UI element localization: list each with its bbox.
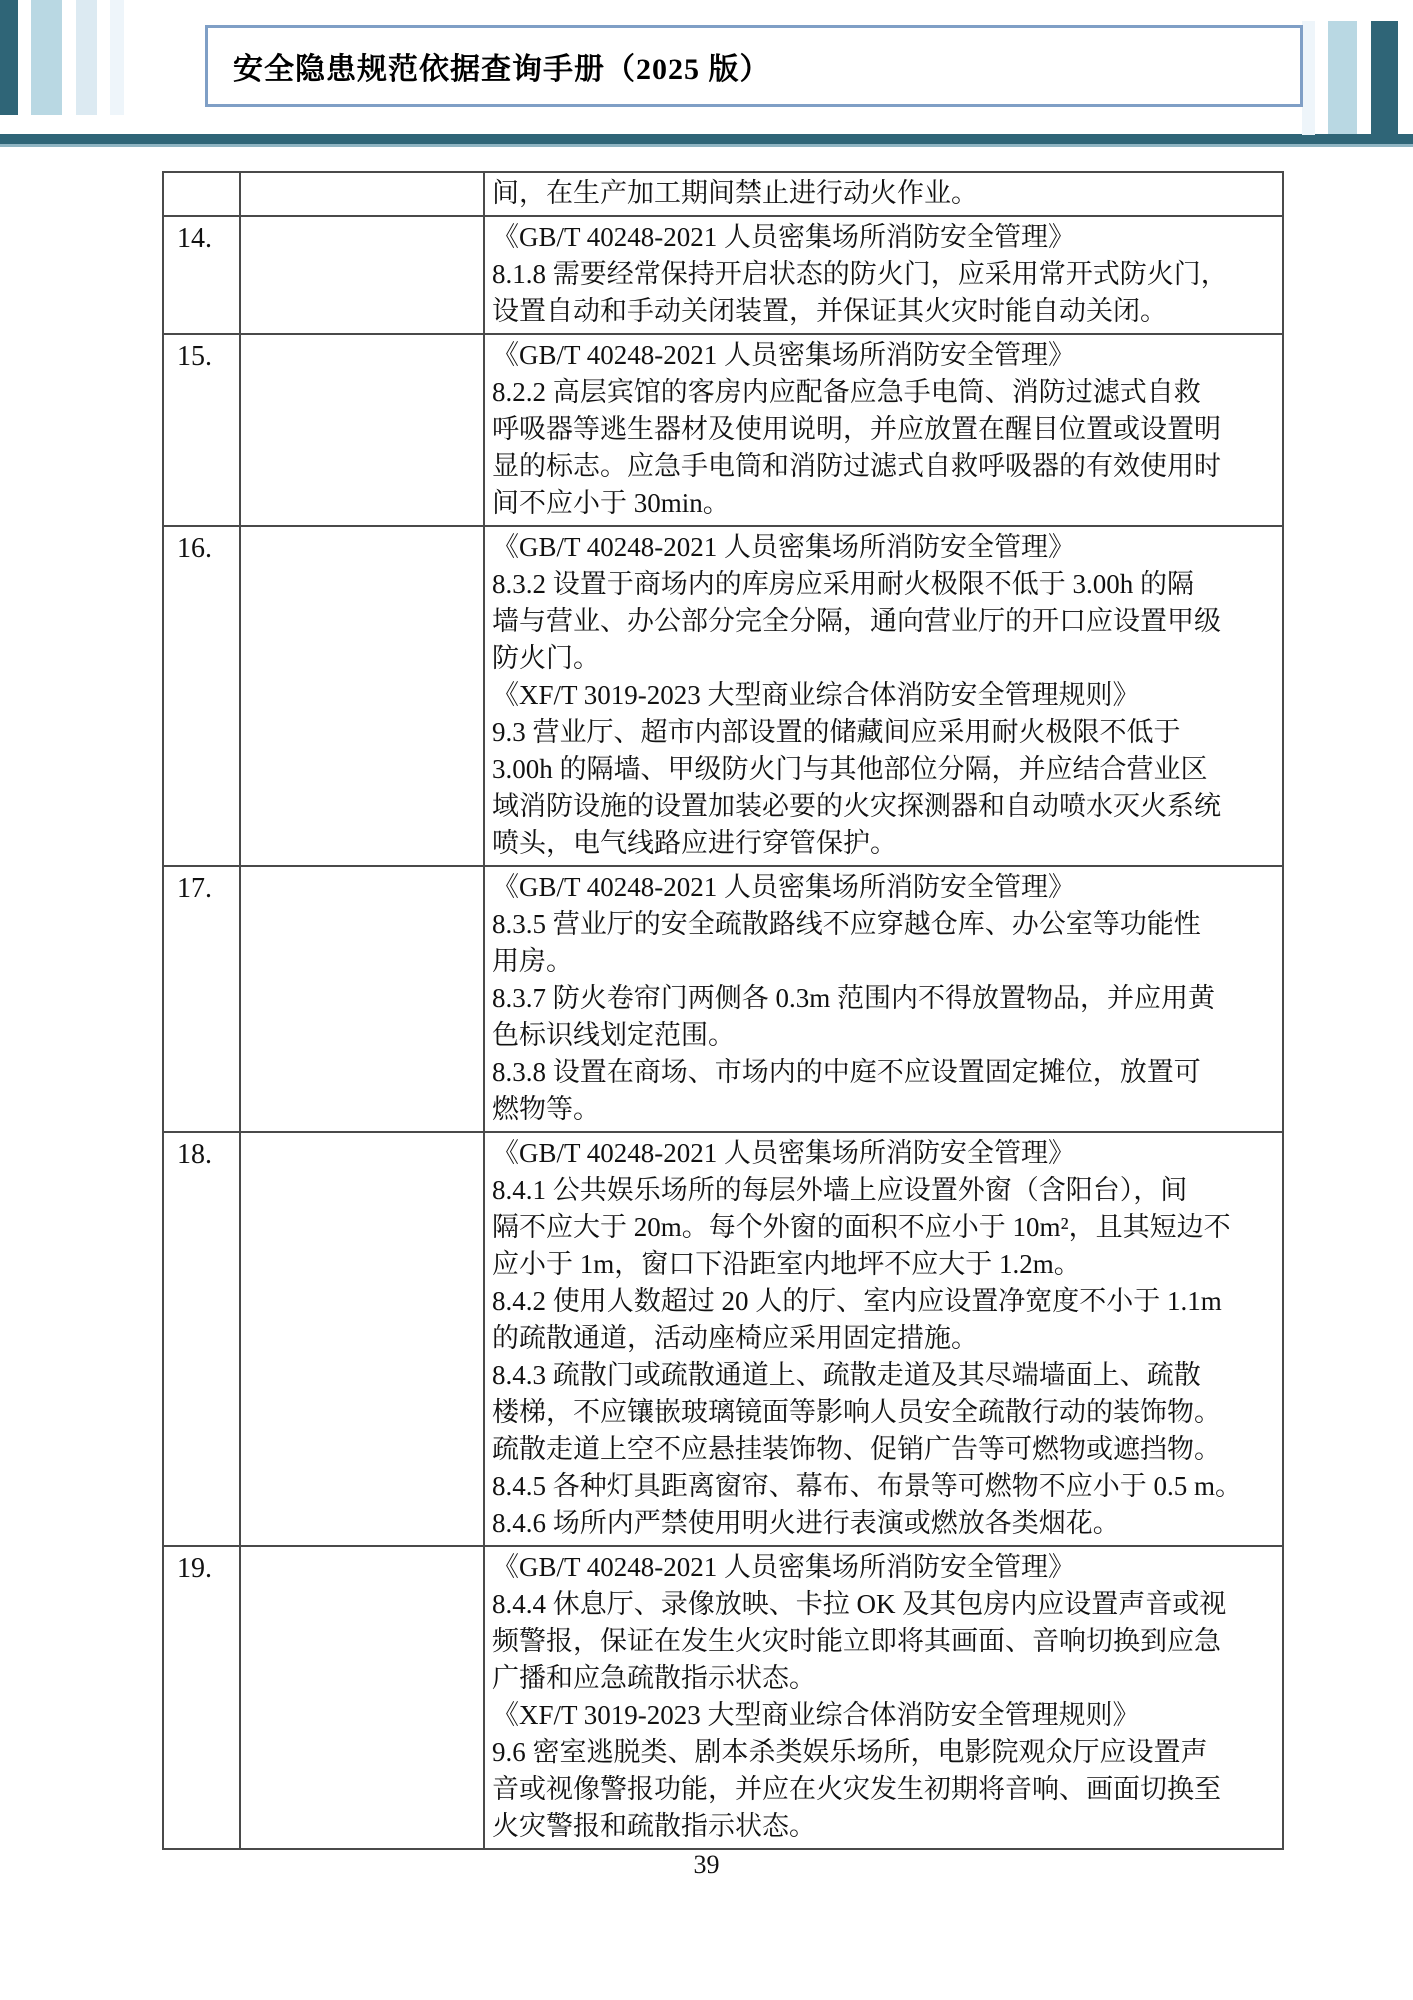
category-cell bbox=[241, 173, 485, 215]
row-number-cell: 14. bbox=[164, 217, 241, 333]
regulation-line: 9.6 密室逃脱类、剧本杀类娱乐场所，电影院观众厅应设置声 bbox=[492, 1737, 1208, 1767]
table-row bbox=[164, 1545, 1282, 1848]
regulation-line: 音或视像警报功能，并应在火灾发生初期将音响、画面切换至 bbox=[492, 1774, 1221, 1804]
regulation-line: 燃物等。 bbox=[492, 1094, 600, 1124]
regulation-text-cell bbox=[485, 867, 1282, 1131]
regulation-line: 间不应小于 30min。 bbox=[492, 488, 730, 518]
table-row bbox=[164, 1131, 1282, 1545]
regulation-line: 显的标志。应急手电筒和消防过滤式自救呼吸器的有效使用时 bbox=[492, 451, 1221, 481]
regulation-line: 8.4.2 使用人数超过 20 人的厅、室内应设置净宽度不小于 1.1m bbox=[492, 1286, 1222, 1316]
regulation-text-cell bbox=[485, 217, 1282, 333]
regulation-line: 频警报，保证在发生火灾时能立即将其画面、音响切换到应急 bbox=[492, 1626, 1221, 1656]
regulation-line: 的疏散通道，活动座椅应采用固定措施。 bbox=[492, 1323, 978, 1353]
regulation-line: 隔不应大于 20m。每个外窗的面积不应小于 10m²，且其短边不 bbox=[492, 1212, 1231, 1242]
table-row bbox=[164, 865, 1282, 1131]
regulation-line: 8.4.4 休息厅、录像放映、卡拉 OK 及其包房内应设置声音或视 bbox=[492, 1589, 1227, 1619]
regulation-line: 《XF/T 3019-2023 大型商业综合体消防安全管理规则》 bbox=[492, 680, 1140, 710]
regulation-line: 8.4.6 场所内严禁使用明火进行表演或燃放各类烟花。 bbox=[492, 1508, 1120, 1538]
table-row bbox=[164, 215, 1282, 333]
regulation-line: 8.3.8 设置在商场、市场内的中庭不应设置固定摊位，放置可 bbox=[492, 1057, 1201, 1087]
regulation-line: 8.3.7 防火卷帘门两侧各 0.3m 范围内不得放置物品，并应用黄 bbox=[492, 983, 1216, 1013]
regulation-line: 《GB/T 40248-2021 人员密集场所消防安全管理》 bbox=[492, 340, 1076, 370]
table-row bbox=[164, 333, 1282, 525]
category-cell bbox=[241, 217, 485, 333]
regulation-line: 域消防设施的设置加装必要的火灾探测器和自动喷水灭火系统 bbox=[492, 791, 1221, 821]
right-accent-bar-dark bbox=[1371, 21, 1398, 141]
regulation-line: 楼梯，不应镶嵌玻璃镜面等影响人员安全疏散行动的装饰物。 bbox=[492, 1397, 1221, 1427]
regulation-line: 广播和应急疏散指示状态。 bbox=[492, 1663, 816, 1693]
regulation-line: 防火门。 bbox=[492, 643, 600, 673]
right-accent-bar-light bbox=[1328, 21, 1357, 135]
regulation-text-cell bbox=[485, 335, 1282, 525]
row-number-cell: 16. bbox=[164, 527, 241, 865]
left-accent-bar-dark bbox=[0, 0, 18, 115]
regulation-text-cell bbox=[485, 173, 1282, 215]
regulation-line: 《GB/T 40248-2021 人员密集场所消防安全管理》 bbox=[492, 872, 1076, 902]
left-accent-bar-light bbox=[31, 0, 62, 115]
regulation-line: 8.1.8 需要经常保持开启状态的防火门，应采用常开式防火门， bbox=[492, 259, 1228, 289]
regulation-line: 《GB/T 40248-2021 人员密集场所消防安全管理》 bbox=[492, 532, 1076, 562]
regulation-text-cell bbox=[485, 527, 1282, 865]
row-number-cell: 15. bbox=[164, 335, 241, 525]
regulation-line: 疏散走道上空不应悬挂装饰物、促销广告等可燃物或遮挡物。 bbox=[492, 1434, 1221, 1464]
regulation-line: 《GB/T 40248-2021 人员密集场所消防安全管理》 bbox=[492, 1552, 1076, 1582]
left-accent-bar-lighter bbox=[76, 0, 97, 115]
regulation-line: 设置自动和手动关闭装置，并保证其火灾时能自动关闭。 bbox=[492, 296, 1167, 326]
regulation-line: 色标识线划定范围。 bbox=[492, 1020, 735, 1050]
regulation-line: 喷头，电气线路应进行穿管保护。 bbox=[492, 828, 897, 858]
regulation-line: 8.4.5 各种灯具距离窗帘、幕布、布景等可燃物不应小于 0.5 m。 bbox=[492, 1471, 1243, 1501]
regulation-line: 《GB/T 40248-2021 人员密集场所消防安全管理》 bbox=[492, 222, 1076, 252]
regulation-line: 8.3.5 营业厅的安全疏散路线不应穿越仓库、办公室等功能性 bbox=[492, 909, 1201, 939]
left-accent-bar-lightest bbox=[110, 0, 124, 115]
regulation-line: 8.3.2 设置于商场内的库房应采用耐火极限不低于 3.00h 的隔 bbox=[492, 569, 1194, 599]
regulation-line: 火灾警报和疏散指示状态。 bbox=[492, 1811, 816, 1841]
category-cell bbox=[241, 335, 485, 525]
regulation-line: 9.3 营业厅、超市内部设置的储藏间应采用耐火极限不低于 bbox=[492, 717, 1181, 747]
header-title-box bbox=[205, 25, 1303, 107]
category-cell bbox=[241, 1133, 485, 1545]
regulation-line: 呼吸器等逃生器材及使用说明，并应放置在醒目位置或设置明 bbox=[492, 414, 1221, 444]
regulation-line: 《GB/T 40248-2021 人员密集场所消防安全管理》 bbox=[492, 1138, 1076, 1168]
regulation-table bbox=[162, 171, 1284, 1850]
regulation-line: 8.4.3 疏散门或疏散通道上、疏散走道及其尽端墙面上、疏散 bbox=[492, 1360, 1201, 1390]
regulation-text-cell bbox=[485, 1547, 1282, 1848]
regulation-line: 墙与营业、办公部分完全分隔，通向营业厅的开口应设置甲级 bbox=[492, 606, 1221, 636]
regulation-line: 间，在生产加工期间禁止进行动火作业。 bbox=[492, 178, 978, 208]
regulation-line: 8.4.1 公共娱乐场所的每层外墙上应设置外窗（含阳台），间 bbox=[492, 1175, 1188, 1205]
category-cell bbox=[241, 867, 485, 1131]
table-row bbox=[164, 525, 1282, 865]
regulation-line: 《XF/T 3019-2023 大型商业综合体消防安全管理规则》 bbox=[492, 1700, 1140, 1730]
regulation-line: 用房。 bbox=[492, 946, 573, 976]
category-cell bbox=[241, 1547, 485, 1848]
regulation-line: 应小于 1m，窗口下沿距室内地坪不应大于 1.2m。 bbox=[492, 1249, 1081, 1279]
right-accent-bar-lightest bbox=[1302, 21, 1315, 135]
page-number: 39 bbox=[693, 1850, 720, 1879]
row-number-cell: 19. bbox=[164, 1547, 241, 1848]
category-cell bbox=[241, 527, 485, 865]
regulation-text-cell bbox=[485, 1133, 1282, 1545]
regulation-line: 3.00h 的隔墙、甲级防火门与其他部位分隔，并应结合营业区 bbox=[492, 754, 1208, 784]
header-divider-bar bbox=[0, 134, 1413, 147]
page-title: 安全隐患规范依据查询手册（2025 版） bbox=[233, 53, 771, 86]
row-number-cell: 17. bbox=[164, 867, 241, 1131]
table-row bbox=[164, 173, 1282, 215]
row-number-cell: 18. bbox=[164, 1133, 241, 1545]
regulation-line: 8.2.2 高层宾馆的客房内应配备应急手电筒、消防过滤式自救 bbox=[492, 377, 1201, 407]
row-number-cell bbox=[164, 173, 241, 215]
